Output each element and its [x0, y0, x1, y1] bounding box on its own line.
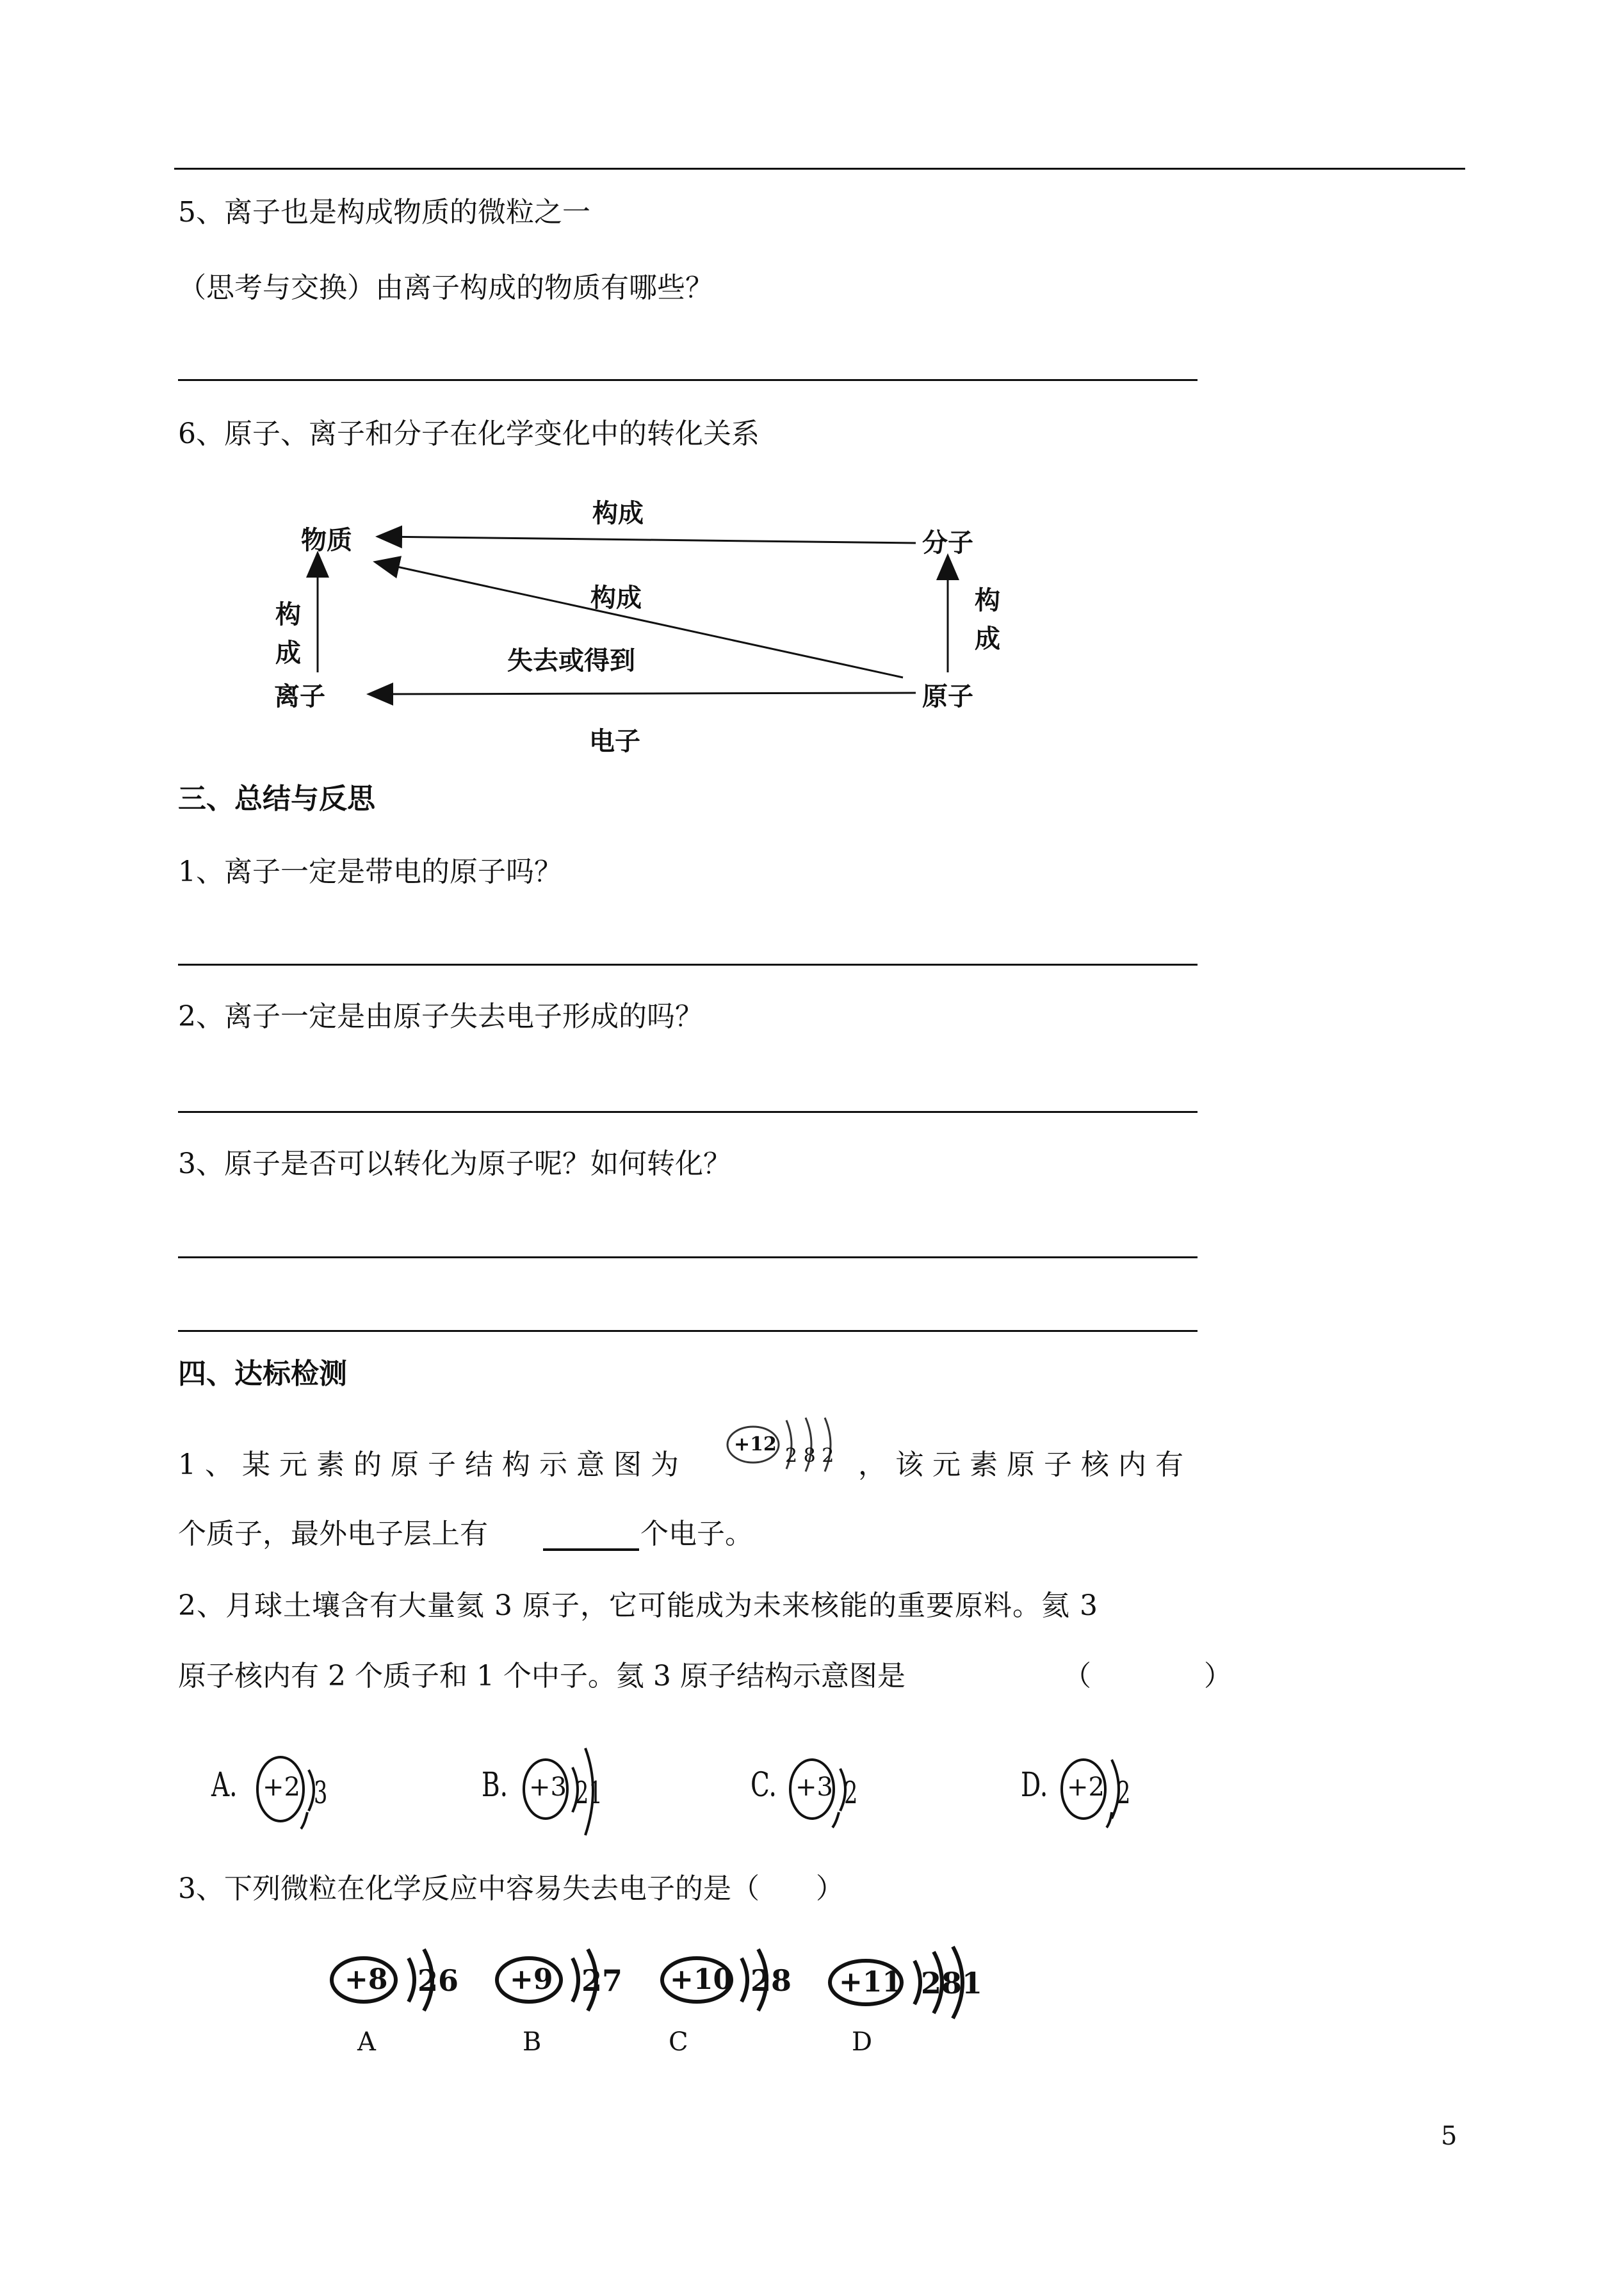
q2-option-b[interactable] — [482, 1742, 635, 1851]
label-left-1: 构 — [275, 600, 301, 629]
label-right-2: 成 — [975, 624, 1000, 654]
answer-line — [178, 1111, 1198, 1113]
node-atom: 原子 — [922, 682, 973, 711]
answer-line — [178, 1256, 1198, 1258]
page-number: 5 — [1441, 2121, 1458, 2151]
node-matter: 物质 — [301, 526, 352, 555]
part4-heading: 四、达标检测 — [178, 1358, 347, 1390]
part4-q2-paren: （ ） — [1063, 1660, 1232, 1692]
q2-option-d-letter: D. — [1021, 1766, 1048, 1804]
q2-option-d-nucleus: +2 — [1067, 1772, 1105, 1802]
label-electron: 电子 — [589, 727, 640, 756]
q2-option-d[interactable] — [1021, 1742, 1162, 1838]
part4-q1-text-a: 1、某元素的原子结构示意图为 — [178, 1448, 688, 1481]
q2-option-a[interactable] — [211, 1742, 352, 1838]
part4-q1-text-b: ，该元素原子核内有 — [858, 1448, 1192, 1481]
transformation-diagram — [256, 487, 1057, 756]
answer-line — [178, 1330, 1198, 1332]
label-top-constitute: 构成 — [592, 499, 644, 528]
q2-option-a-letter: A. — [211, 1766, 238, 1804]
q3-option-c-nucleus: +10 — [670, 1963, 733, 1996]
answer-line — [178, 964, 1198, 966]
q3-option-b-nucleus: +9 — [510, 1963, 553, 1996]
q1-atom-shells: 2 8 2 — [785, 1445, 834, 1467]
q3-option-a-letter: A — [357, 2027, 376, 2057]
q3-option-a-nucleus: +8 — [345, 1963, 388, 1996]
q3-option-b-shells: 27 — [581, 1963, 623, 1998]
blank-outer-electrons[interactable] — [543, 1548, 639, 1551]
section5-title: 5、离子也是构成物质的微粒之一 — [178, 196, 590, 229]
part4-q1-line2-a: 个质子，最外电子层上有 — [178, 1518, 488, 1550]
q3-option-c[interactable] — [657, 1944, 824, 2066]
q2-option-c[interactable] — [751, 1742, 891, 1838]
q3-option-d-shells: 281 — [921, 1966, 983, 2000]
part3-q1: 1、离子一定是带电的原子吗？ — [178, 856, 562, 888]
q3-option-b[interactable] — [493, 1944, 647, 2066]
q1-atom-nucleus: +12 — [734, 1433, 777, 1456]
part4-q3: 3、下列微粒在化学反应中容易失去电子的是（ ） — [178, 1872, 844, 1905]
q3-option-d-nucleus: +11 — [839, 1966, 902, 1999]
q2-option-c-shells: 2 — [844, 1775, 858, 1811]
q2-option-c-letter: C. — [751, 1766, 777, 1804]
q3-option-c-letter: C — [669, 2027, 688, 2057]
node-molecule: 分子 — [922, 528, 973, 558]
q3-option-d-letter: D — [852, 2027, 873, 2057]
q3-option-a[interactable] — [328, 1944, 482, 2066]
part4-q1-line2-b: 个电子。 — [640, 1518, 753, 1550]
q2-option-d-shells: 2 — [1117, 1775, 1131, 1811]
label-right-1: 构 — [975, 586, 1000, 615]
q2-option-b-letter: B. — [482, 1766, 508, 1804]
q2-option-c-nucleus: +3 — [795, 1772, 833, 1802]
part3-q3: 3、原子是否可以转化为原子呢？如何转化？ — [178, 1148, 731, 1180]
q2-option-a-nucleus: +2 — [263, 1772, 300, 1802]
label-lose-gain: 失去或得到 — [507, 646, 635, 676]
answer-line — [178, 379, 1198, 381]
q3-option-d[interactable] — [821, 1944, 1013, 2066]
section5-prompt: （思考与交换）由离子构成的物质有哪些？ — [178, 272, 713, 304]
label-diag-constitute: 构成 — [590, 583, 642, 613]
q3-option-a-shells: 26 — [418, 1963, 459, 1998]
q2-option-b-shells: 21 — [575, 1775, 603, 1811]
q2-option-b-nucleus: +3 — [529, 1772, 567, 1802]
label-left-2: 成 — [275, 638, 301, 668]
arrow-molecule-to-matter — [379, 537, 916, 543]
node-ion: 离子 — [274, 682, 325, 711]
q3-option-b-letter: B — [523, 2027, 542, 2057]
part4-q2-line2: 原子核内有 2 个质子和 1 个中子。氦 3 原子结构示意图是 — [178, 1660, 905, 1692]
q3-option-c-shells: 28 — [751, 1963, 792, 1998]
q2-option-a-shells: 3 — [314, 1775, 328, 1811]
header-rule — [174, 168, 1465, 170]
part3-heading: 三、总结与反思 — [178, 783, 375, 815]
q1-atom-diagram — [722, 1407, 850, 1478]
arrow-atom-to-ion — [370, 693, 916, 694]
section6-title: 6、原子、离子和分子在化学变化中的转化关系 — [178, 418, 759, 450]
part3-q2: 2、离子一定是由原子失去电子形成的吗？ — [178, 1000, 703, 1033]
part4-q2-line1: 2、月球土壤含有大量氦 3 原子，它可能成为未来核能的重要原料。氦 3 — [178, 1589, 1098, 1622]
